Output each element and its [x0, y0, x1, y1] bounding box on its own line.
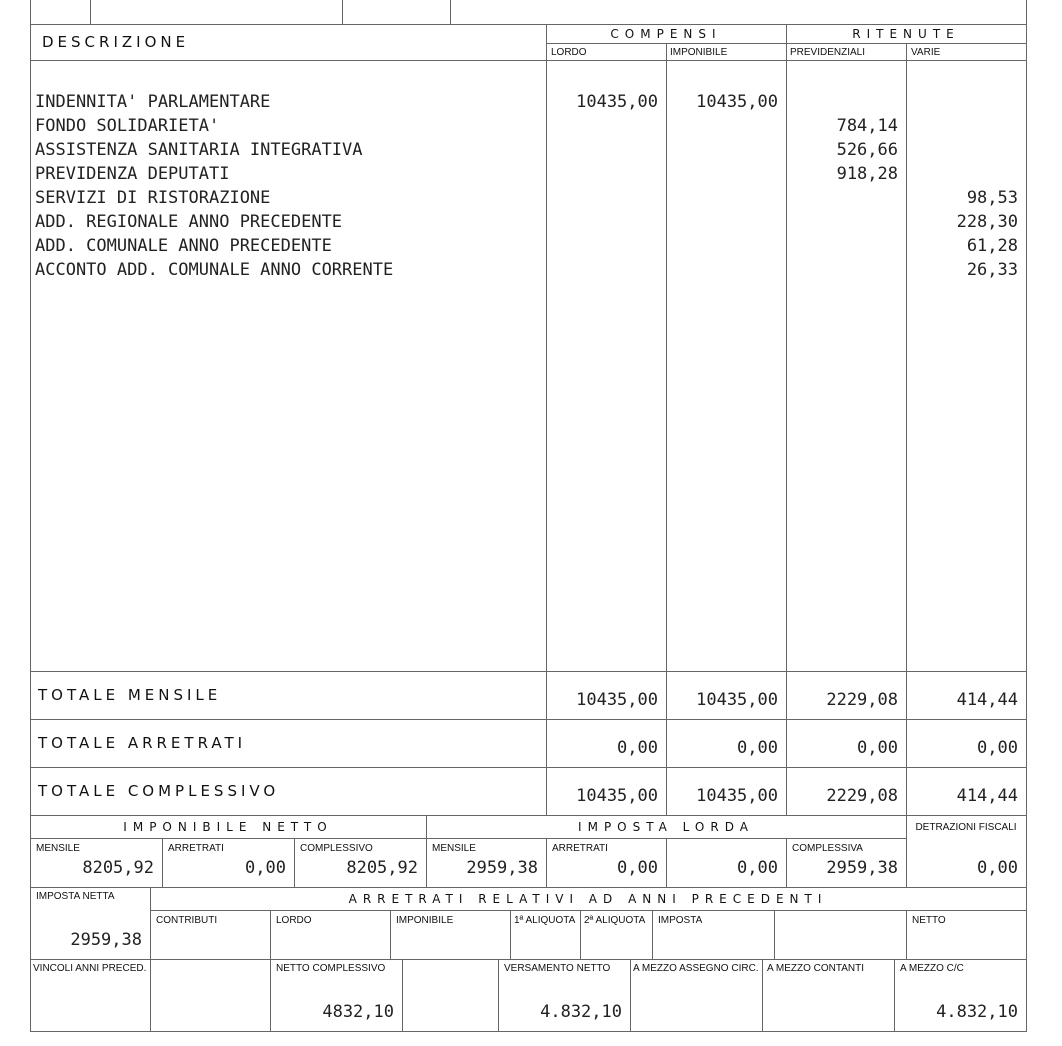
totale-complessivo-lordo: 10435,00 — [576, 786, 658, 806]
row-imponibile — [666, 186, 778, 210]
row-description: ACCONTO ADD. COMUNALE ANNO CORRENTE — [35, 260, 394, 280]
header-lordo: LORDO — [551, 47, 587, 58]
row-imponibile — [666, 234, 778, 258]
totale-mensile-imponibile: 10435,00 — [696, 690, 778, 710]
assegno-label: A MEZZO ASSEGNO CIRC. — [633, 963, 759, 974]
row-lordo — [546, 186, 658, 210]
totale-mensile-varie: 414,44 — [956, 690, 1018, 710]
imp-netto-mensile: 8205,92 — [82, 858, 154, 878]
arretrati-lordo-label: LORDO — [276, 915, 312, 926]
row-varie — [906, 162, 1018, 186]
imp-netto-complessivo-label: COMPLESSIVO — [300, 843, 373, 854]
vincoli-label: VINCOLI ANNI PRECED. — [33, 963, 147, 974]
row-previdenziali — [786, 258, 898, 282]
row-previdenziali — [786, 234, 898, 258]
row-previdenziali — [786, 210, 898, 234]
row-previdenziali: 784,14 — [836, 116, 898, 136]
cc-value: 4.832,10 — [936, 1002, 1018, 1022]
netto-complessivo-label: NETTO COMPLESSIVO — [276, 963, 386, 974]
imp-lorda-mensile: 2959,38 — [466, 858, 538, 878]
versamento-value: 4.832,10 — [540, 1002, 622, 1022]
row-previdenziali — [786, 90, 898, 114]
totale-arretrati-lordo: 0,00 — [617, 738, 658, 758]
row-description: ASSISTENZA SANITARIA INTEGRATIVA — [35, 140, 363, 160]
row-previdenziali: 526,66 — [836, 140, 898, 160]
row-previdenziali — [786, 186, 898, 210]
arretrati-netto-label: NETTO — [912, 915, 946, 926]
totale-complessivo-varie: 414,44 — [956, 786, 1018, 806]
row-imponibile — [666, 258, 778, 282]
row-lordo — [546, 162, 658, 186]
imp-lorda-complessiva: 2959,38 — [826, 858, 898, 878]
header-varie: VARIE — [911, 47, 941, 58]
totale-arretrati-varie: 0,00 — [977, 738, 1018, 758]
header-previdenziali: PREVIDENZIALI — [790, 47, 866, 58]
imp-lorda-arretrati-label: ARRETRATI — [552, 843, 608, 854]
row-lordo — [546, 258, 658, 282]
row-varie: 228,30 — [956, 212, 1018, 232]
row-description: ADD. COMUNALE ANNO PRECEDENTE — [35, 236, 332, 256]
row-imponibile — [666, 162, 778, 186]
varie-column — [906, 90, 1018, 282]
cc-label: A MEZZO C/C — [900, 963, 964, 974]
description-list — [35, 90, 393, 282]
totale-mensile-lordo: 10435,00 — [576, 690, 658, 710]
totale-complessivo-imponibile: 10435,00 — [696, 786, 778, 806]
row-lordo: 10435,00 — [576, 92, 658, 112]
imposta-lorda-title: IMPOSTA LORDA — [578, 820, 754, 834]
totale-arretrati-label: TOTALE ARRETRATI — [38, 734, 247, 752]
imponibile-column — [666, 90, 778, 282]
imposta-netta-label: IMPOSTA NETTA — [36, 891, 115, 902]
arretrati-aliquota1-label: 1ª ALIQUOTA — [514, 915, 576, 926]
row-description: SERVIZI DI RISTORAZIONE — [35, 188, 271, 208]
imp-lorda-mensile-label: MENSILE — [432, 843, 476, 854]
lordo-column — [546, 90, 658, 282]
row-varie — [906, 138, 1018, 162]
imposta-netta-value: 2959,38 — [70, 930, 142, 950]
row-varie: 98,53 — [966, 188, 1018, 208]
row-lordo — [546, 234, 658, 258]
row-varie — [906, 90, 1018, 114]
imp-lorda-arretrati: 0,00 — [617, 858, 658, 878]
arretrati-aliquota2-label: 2ª ALIQUOTA — [584, 915, 646, 926]
imp-lorda-complessiva-label: COMPLESSIVA — [792, 843, 863, 854]
row-varie: 26,33 — [966, 260, 1018, 280]
header-compensi: COMPENSI — [610, 27, 722, 41]
versamento-label: VERSAMENTO NETTO — [504, 963, 611, 974]
totale-arretrati-imponibile: 0,00 — [737, 738, 778, 758]
header-imponibile: IMPONIBILE — [670, 47, 728, 58]
contanti-label: A MEZZO CONTANTI — [767, 963, 865, 974]
previdenziali-column — [786, 90, 898, 282]
row-imponibile — [666, 138, 778, 162]
arretrati-imposta-label: IMPOSTA — [658, 915, 703, 926]
arretrati-prec-title: ARRETRATI RELATIVI AD ANNI PRECEDENTI — [348, 892, 828, 906]
detrazioni-label: DETRAZIONI FISCALI — [915, 822, 1017, 833]
row-previdenziali: 918,28 — [836, 164, 898, 184]
netto-complessivo-value: 4832,10 — [322, 1002, 394, 1022]
row-lordo — [546, 210, 658, 234]
imponibile-netto-title: IMPONIBILE NETTO — [123, 820, 333, 834]
row-description: INDENNITA' PARLAMENTARE — [35, 92, 271, 112]
totale-complessivo-label: TOTALE COMPLESSIVO — [38, 782, 280, 800]
detrazioni-value: 0,00 — [977, 858, 1018, 878]
arretrati-imponibile-label: IMPONIBILE — [396, 915, 454, 926]
row-imponibile — [666, 114, 778, 138]
header-descrizione: DESCRIZIONE — [42, 33, 190, 51]
header-ritenute: RITENUTE — [852, 27, 960, 41]
row-varie — [906, 114, 1018, 138]
totale-arretrati-previdenziali: 0,00 — [857, 738, 898, 758]
totale-mensile-previdenziali: 2229,08 — [826, 690, 898, 710]
totale-complessivo-previdenziali: 2229,08 — [826, 786, 898, 806]
imp-netto-arretrati-label: ARRETRATI — [168, 843, 224, 854]
imp-lorda-extra: 0,00 — [737, 858, 778, 878]
arretrati-contributi-label: CONTRIBUTI — [156, 915, 218, 926]
row-description: PREVIDENZA DEPUTATI — [35, 164, 230, 184]
row-lordo — [546, 138, 658, 162]
imp-netto-mensile-label: MENSILE — [36, 843, 80, 854]
row-lordo — [546, 114, 658, 138]
row-imponibile — [666, 210, 778, 234]
row-description: ADD. REGIONALE ANNO PRECEDENTE — [35, 212, 343, 232]
row-imponibile: 10435,00 — [696, 92, 778, 112]
imp-netto-complessivo: 8205,92 — [346, 858, 418, 878]
row-varie: 61,28 — [966, 236, 1018, 256]
totale-mensile-label: TOTALE MENSILE — [38, 686, 222, 704]
row-description: FONDO SOLIDARIETA' — [35, 116, 220, 136]
imp-netto-arretrati: 0,00 — [245, 858, 286, 878]
